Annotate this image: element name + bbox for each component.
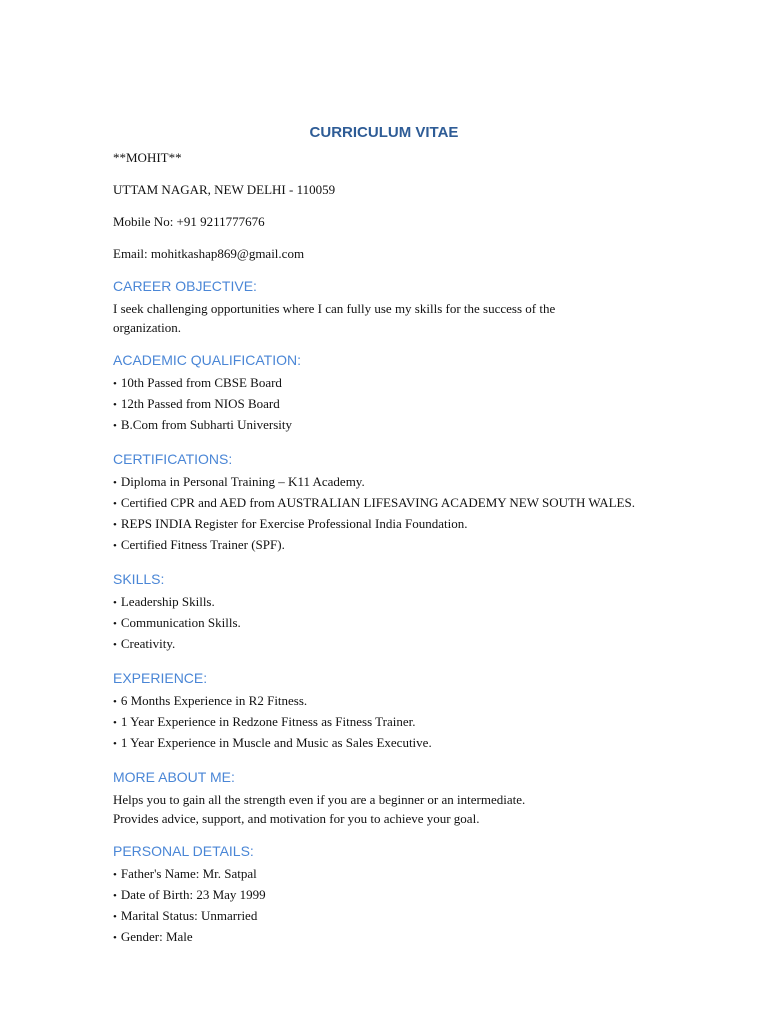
list-item: • Gender: Male <box>113 927 673 948</box>
paragraph-line: Helps you to gain all the strength even if you are a beginner or an intermediate. <box>113 792 526 807</box>
section-heading: EXPERIENCE: <box>113 670 208 686</box>
bullet-list <box>113 472 673 556</box>
paragraph-line: Provides advice, support, and motivation for you to achieve your goal. <box>113 811 480 826</box>
contact-block <box>113 148 673 263</box>
bullet-list <box>113 592 673 655</box>
list-item: • REPS INDIA Register for Exercise Professional India Foundation. <box>113 514 673 535</box>
section-career-objective <box>113 276 673 337</box>
bullet-list <box>113 373 673 436</box>
list-item: • Diploma in Personal Training – K11 Academy. <box>113 472 673 493</box>
section-more-about-me <box>113 767 673 828</box>
list-item: • Leadership Skills. <box>113 592 673 613</box>
section-skills <box>113 569 673 655</box>
section-heading: SKILLS: <box>113 571 165 587</box>
bullet-list <box>113 864 673 948</box>
list-item: • Certified Fitness Trainer (SPF). <box>113 535 673 556</box>
cv-page <box>113 124 673 948</box>
list-item: • B.Com from Subharti University <box>113 415 673 436</box>
list-item: • 1 Year Experience in Redzone Fitness as Fitness Trainer. <box>113 712 673 733</box>
list-item: • 10th Passed from CBSE Board <box>113 373 673 394</box>
list-item: • 6 Months Experience in R2 Fitness. <box>113 691 673 712</box>
list-item: • Creativity. <box>113 634 673 655</box>
section-experience <box>113 668 673 754</box>
list-item: • Certified CPR and AED from AUSTRALIAN LIFESAVING ACADEMY NEW SOUTH WALES. <box>113 493 673 514</box>
list-item: • Date of Birth: 23 May 1999 <box>113 885 673 906</box>
section-certifications <box>113 449 673 556</box>
list-item: • 1 Year Experience in Muscle and Music as Sales Executive. <box>113 733 673 754</box>
candidate-name: **MOHIT** <box>113 150 182 165</box>
bullet-list <box>113 691 673 754</box>
paragraph-line: I seek challenging opportunities where I can fully use my skills for the success of the <box>113 301 556 316</box>
section-academic-qualification <box>113 350 673 436</box>
section-personal-details <box>113 841 673 948</box>
list-item: • 12th Passed from NIOS Board <box>113 394 673 415</box>
section-heading: MORE ABOUT ME: <box>113 769 235 785</box>
email-address: Email: mohitkashap869@gmail.com <box>113 246 305 261</box>
address: UTTAM NAGAR, NEW DELHI - 110059 <box>113 182 336 197</box>
list-item: • Marital Status: Unmarried <box>113 906 673 927</box>
list-item: • Communication Skills. <box>113 613 673 634</box>
paragraph-line: organization. <box>113 320 181 335</box>
section-heading: ACADEMIC QUALIFICATION: <box>113 352 301 368</box>
document-title: CURRICULUM VITAE <box>309 124 459 141</box>
list-item: • Father's Name: Mr. Satpal <box>113 864 673 885</box>
section-heading: CERTIFICATIONS: <box>113 451 233 467</box>
section-heading: CAREER OBJECTIVE: <box>113 278 257 294</box>
section-heading: PERSONAL DETAILS: <box>113 843 254 859</box>
mobile-number: Mobile No: +91 9211777676 <box>113 214 265 229</box>
